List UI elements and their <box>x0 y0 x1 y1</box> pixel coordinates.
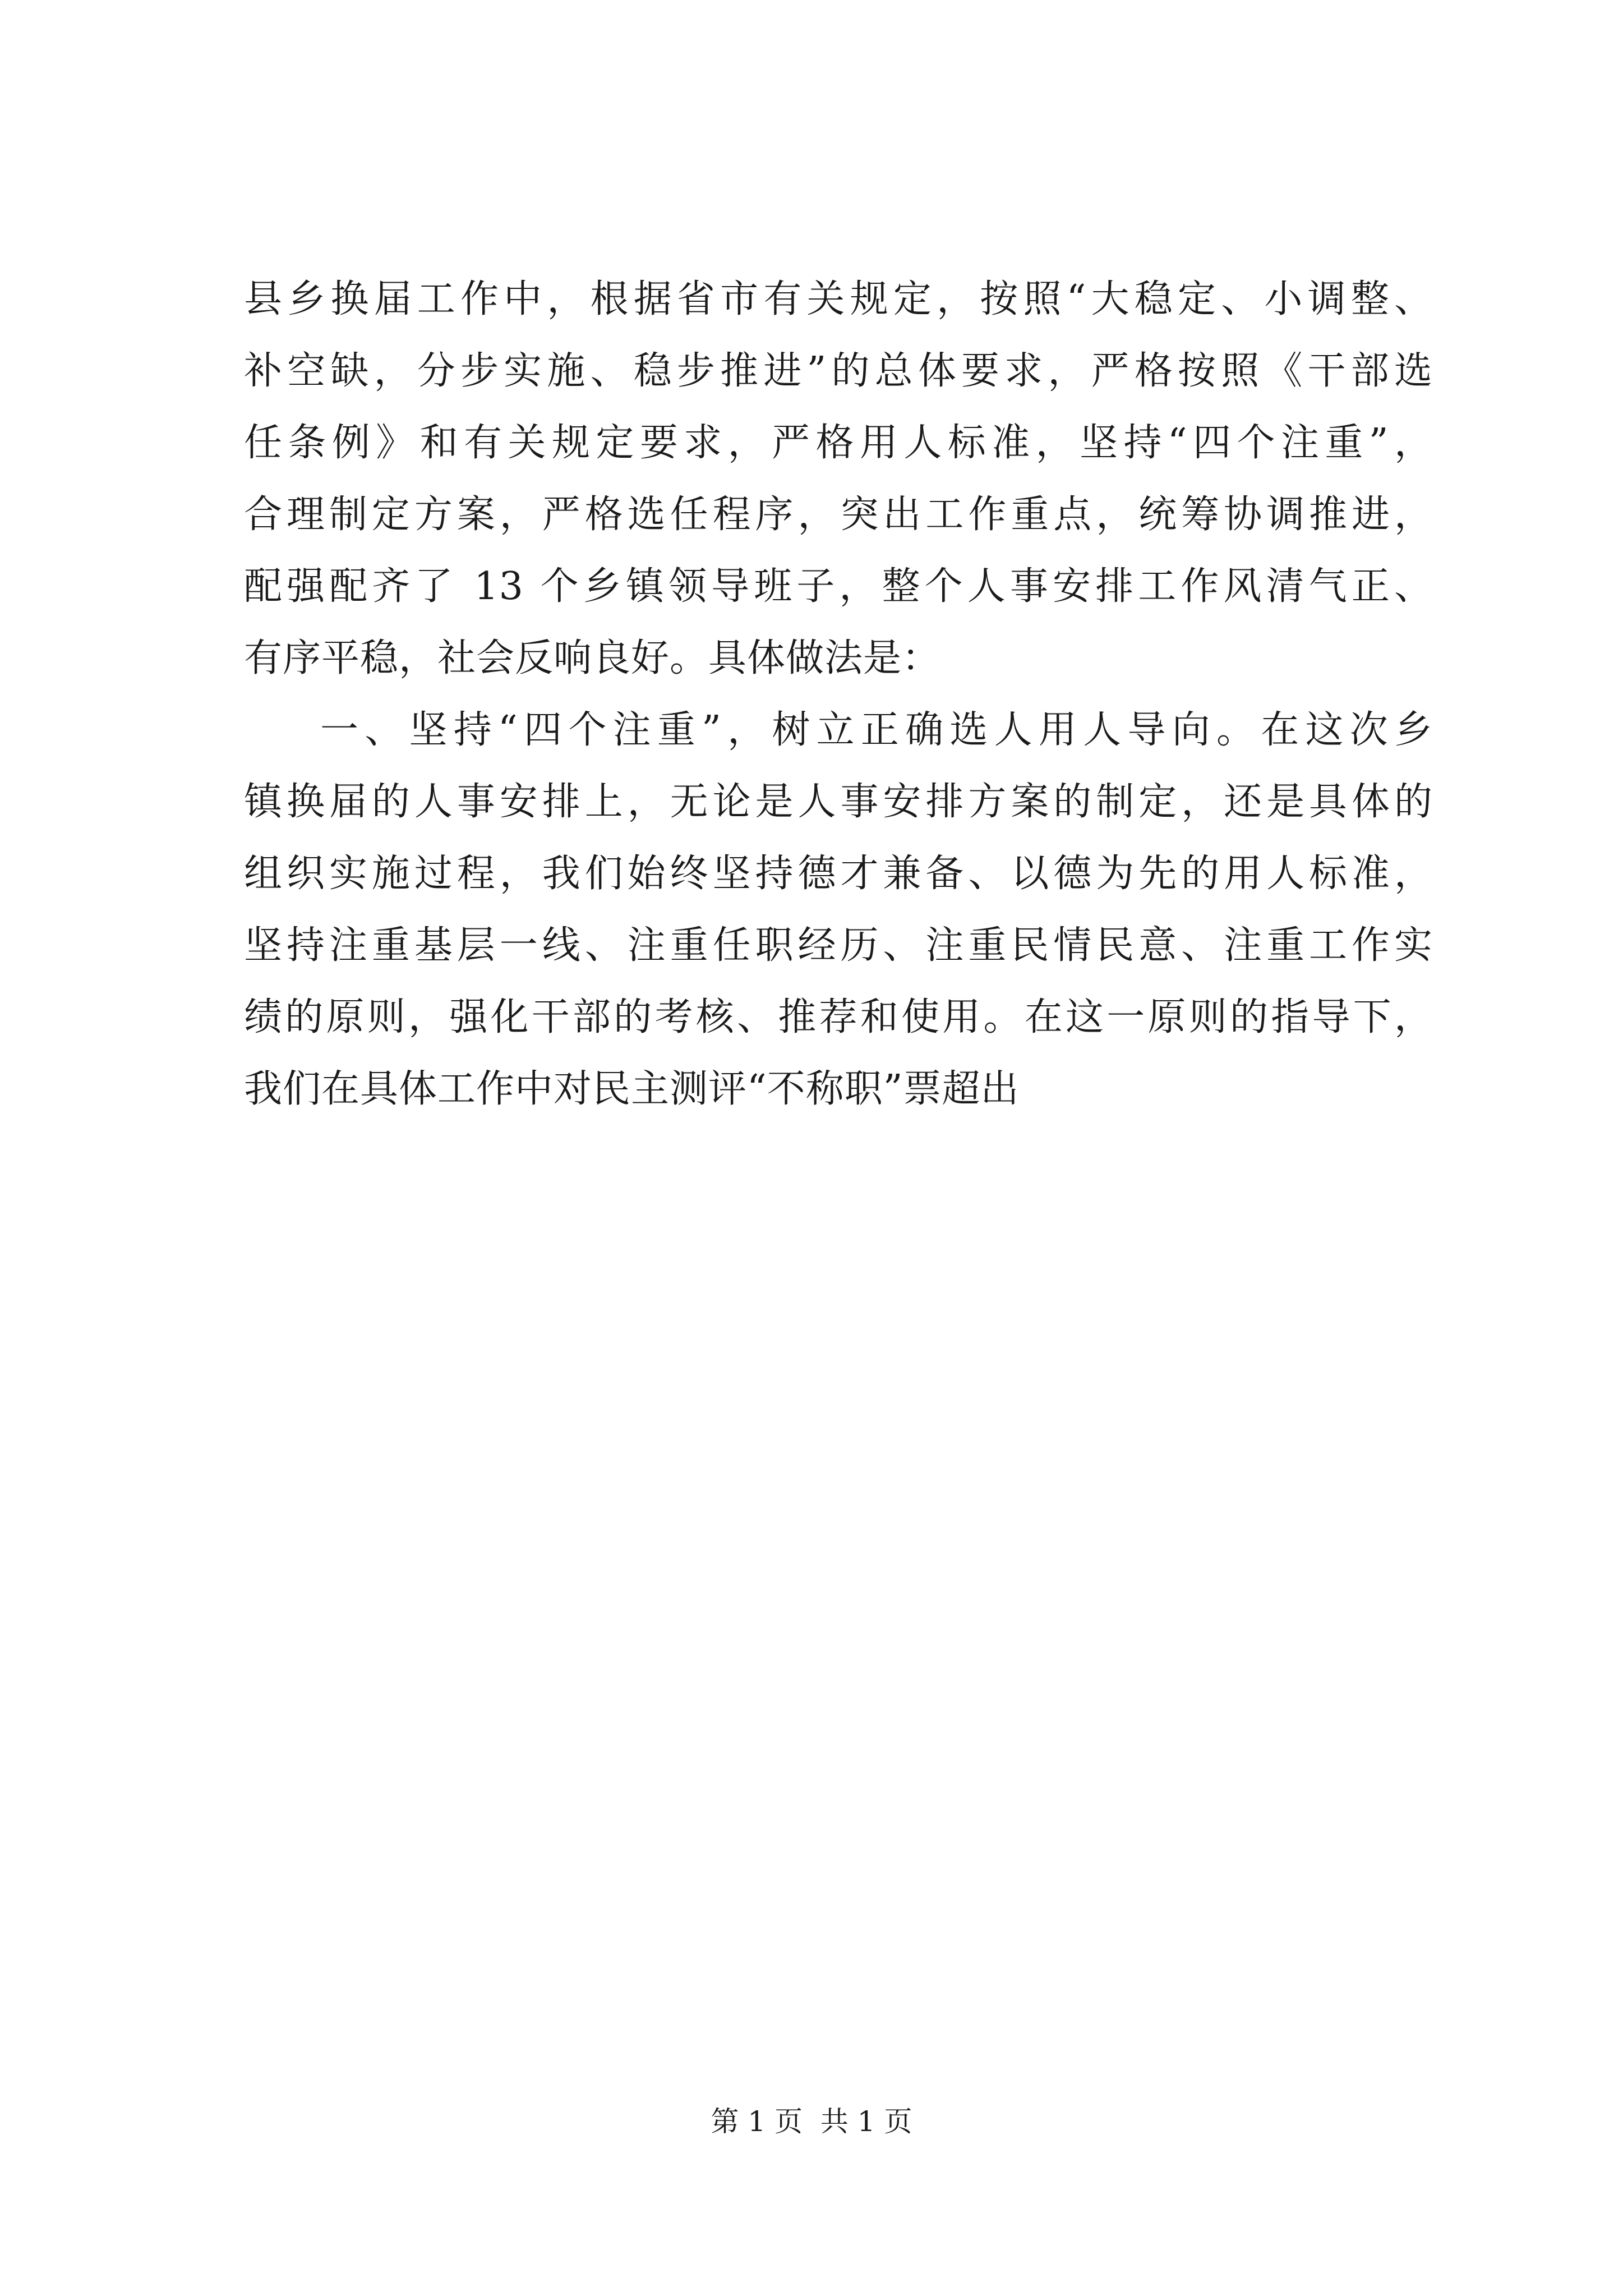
paragraph-1-line-2: 补空缺，分步实施、稳步推进”的总体要求，严格按照《干部选 <box>244 349 1433 393</box>
paragraph-2-line-6: 我们在具体工作中对民主测评“不称职”票超出 <box>244 1067 1020 1111</box>
paragraph-2-line-3: 组织实施过程，我们始终坚持德才兼备、以德为先的用人标准， <box>244 852 1433 896</box>
paragraph-1-line-6: 有序平稳，社会反响良好。具体做法是： <box>244 636 941 680</box>
paragraph-1-line-1: 县乡换届工作中，根据省市有关规定，按照“大稳定、小调整、 <box>244 277 1433 321</box>
paragraph-2-line-2: 镇换届的人事安排上，无论是人事安排方案的制定，还是具体的 <box>244 780 1433 824</box>
paragraph-2-line-1: 一、坚持“四个注重”，树立正确选人用人导向。在这次乡 <box>320 708 1433 752</box>
paragraph-2-line-4: 坚持注重基层一线、注重任职经历、注重民情民意、注重工作实 <box>244 923 1433 968</box>
page-number-label: 第 1 页 共 1 页 <box>711 2105 912 2138</box>
page-footer <box>0 2105 1623 2138</box>
paragraph-1-line-4: 合理制定方案，严格选任程序，突出工作重点，统筹协调推进， <box>244 493 1433 537</box>
paragraph-1-line-3: 任条例》和有关规定要求，严格用人标准，坚持“四个注重”， <box>244 421 1433 465</box>
paragraph-2-line-5: 绩的原则，强化干部的考核、推荐和使用。在这一原则的指导下， <box>244 995 1433 1039</box>
paragraph-1-line-5: 配强配齐了 13 个乡镇领导班子，整个人事安排工作风清气正、 <box>244 564 1433 609</box>
document-body <box>244 264 1433 1125</box>
